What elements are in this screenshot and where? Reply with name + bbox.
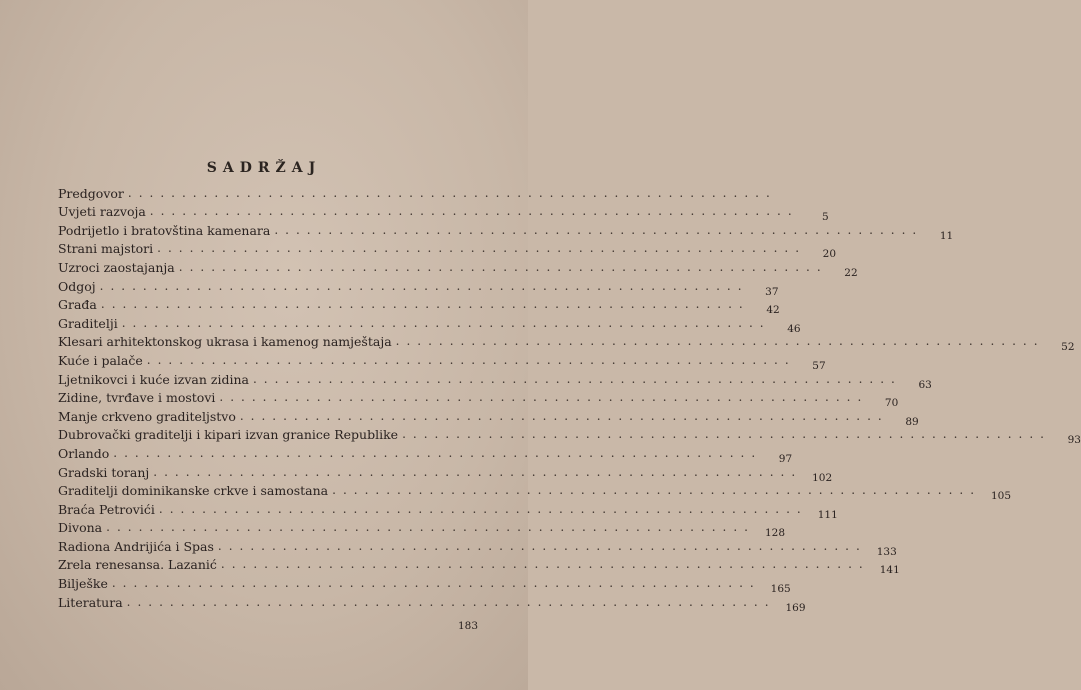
toc-entry — [58, 461, 833, 484]
toc-entry-label: Građa — [58, 297, 97, 313]
toc-entry-label: Orlando — [58, 445, 110, 461]
toc-entry-page: 20 — [822, 248, 837, 261]
toc-entry-label: Kuće i palače — [58, 352, 143, 368]
toc-entry-page: 102 — [812, 471, 833, 484]
dot-leader: ............................................................ — [402, 427, 1051, 442]
toc-entry — [58, 572, 791, 596]
toc-title: SADRŽAJ — [206, 160, 322, 176]
toc-entry-page: 42 — [766, 304, 780, 317]
toc-entry — [58, 294, 780, 317]
toc-entry-label: Graditelji dominikanske crkve i samostana — [58, 483, 329, 499]
toc-entry-label: Uzroci zaostajanja — [58, 259, 175, 275]
toc-entry-label: Graditelji — [58, 315, 118, 331]
toc-entry-page: 133 — [876, 545, 897, 558]
toc-entry-label: Braća Petrovići — [58, 501, 155, 517]
dot-leader: ............................................................ — [252, 371, 902, 386]
toc-entry — [58, 275, 779, 298]
dot-leader: ............................................................ — [178, 259, 828, 274]
dot-leader: ............................................................ — [217, 538, 867, 553]
toc-entry-label: Bilješke — [58, 576, 108, 592]
toc-entry-page: 169 — [785, 601, 806, 614]
toc-entry-page: 89 — [905, 415, 919, 428]
toc-entry-page: 97 — [778, 452, 793, 465]
toc-entry-page: 141 — [879, 564, 900, 577]
dot-leader: ............................................................ — [127, 185, 777, 200]
toc-entry-label: Uvjeti razvoja — [58, 204, 146, 220]
toc-entry — [58, 387, 899, 410]
dot-leader: ............................................................ — [157, 241, 807, 256]
toc-entry-page: 22 — [844, 266, 858, 279]
toc-entry-label: Ljetnikovci i kuće izvan zidina — [58, 371, 249, 387]
toc-entry-page: 70 — [884, 397, 899, 410]
toc-entry-page: 105 — [990, 490, 1012, 503]
toc-entry-page: 11 — [939, 229, 954, 242]
dot-leader: ............................................................ — [219, 390, 869, 405]
dot-leader: ............................................................ — [99, 278, 749, 293]
toc-entry-label: Manje crkveno graditeljstvo — [58, 408, 236, 424]
toc-entry-label: Zidine, tvrđave i mostovi — [58, 390, 216, 406]
dot-leader: ............................................................ — [149, 204, 799, 219]
toc-entry — [58, 201, 829, 224]
toc-entry-page: 52 — [1061, 341, 1075, 354]
toc-entry — [58, 182, 777, 201]
toc-entry — [58, 349, 826, 372]
toc-entry — [58, 610, 478, 633]
toc-entry-page: 46 — [787, 322, 801, 335]
table-of-contents — [58, 182, 1081, 633]
toc-entry-page: 57 — [812, 359, 826, 372]
toc-entry — [58, 405, 919, 428]
toc-entry-label: Radiona Andrijića i Spas — [58, 538, 214, 554]
toc-entry — [58, 424, 1081, 447]
toc-entry — [58, 312, 801, 335]
dot-leader: ............................................................ — [111, 576, 761, 591]
dot-leader: ............................................................ — [395, 334, 1045, 349]
dot-leader: ............................................................ — [332, 483, 982, 498]
toc-entry — [58, 442, 793, 465]
toc-entry-page: 5 — [821, 211, 829, 224]
dot-leader: ............................................................ — [220, 557, 870, 572]
toc-entry — [58, 554, 900, 577]
dot-leader: ............................................................ — [153, 464, 803, 479]
dot-leader: ............................................................ — [100, 297, 750, 312]
toc-entry-label: Literatura — [58, 594, 123, 610]
dot-leader: ............................................................ — [106, 520, 755, 535]
toc-entry — [58, 238, 837, 261]
toc-entry — [58, 517, 785, 540]
toc-entry-label: Dubrovački graditelji i kipari izvan granice Republike — [58, 427, 399, 443]
dot-leader: ............................................................ — [239, 408, 889, 423]
dot-leader: ............................................................ — [158, 501, 808, 516]
dot-leader: ............................................................ — [274, 222, 924, 237]
toc-entry — [58, 368, 932, 391]
dot-leader: ............................................................ — [113, 445, 763, 460]
toc-entry-label: Predgovor — [58, 185, 124, 201]
toc-entry-page: 37 — [765, 285, 779, 298]
toc-entry-label: Podrijetlo i bratovština kamenara — [58, 222, 271, 238]
toc-entry-label: Divona — [58, 520, 103, 536]
toc-entry — [58, 331, 1075, 354]
toc-entry-page: 128 — [764, 527, 785, 540]
toc-entry-label: Zrela renesansa. Lazanić — [58, 557, 217, 573]
toc-entry — [58, 498, 838, 521]
toc-entry — [58, 535, 897, 558]
toc-entry-page: 183 — [457, 620, 478, 633]
toc-entry-page: 93 — [1067, 434, 1081, 447]
toc-entry — [58, 480, 1012, 503]
toc-entry-label: Odgoj — [58, 278, 96, 294]
toc-entry — [58, 591, 806, 614]
dot-leader: ............................................................ — [146, 352, 796, 367]
toc-entry-page: 111 — [817, 508, 838, 521]
toc-entry — [58, 256, 858, 279]
toc-entry-label: Gradski toranj — [58, 464, 150, 480]
toc-entry-page: 63 — [918, 378, 932, 391]
dot-leader: ............................................................ — [126, 594, 776, 609]
toc-entry — [58, 219, 954, 242]
dot-leader: ............................................................ — [121, 315, 771, 330]
toc-entry-label: Strani majstori — [58, 241, 154, 257]
toc-entry-page: 165 — [770, 583, 791, 596]
toc-entry-label: Klesari arhitektonskog ukrasa i kamenog namještaja — [58, 334, 392, 350]
